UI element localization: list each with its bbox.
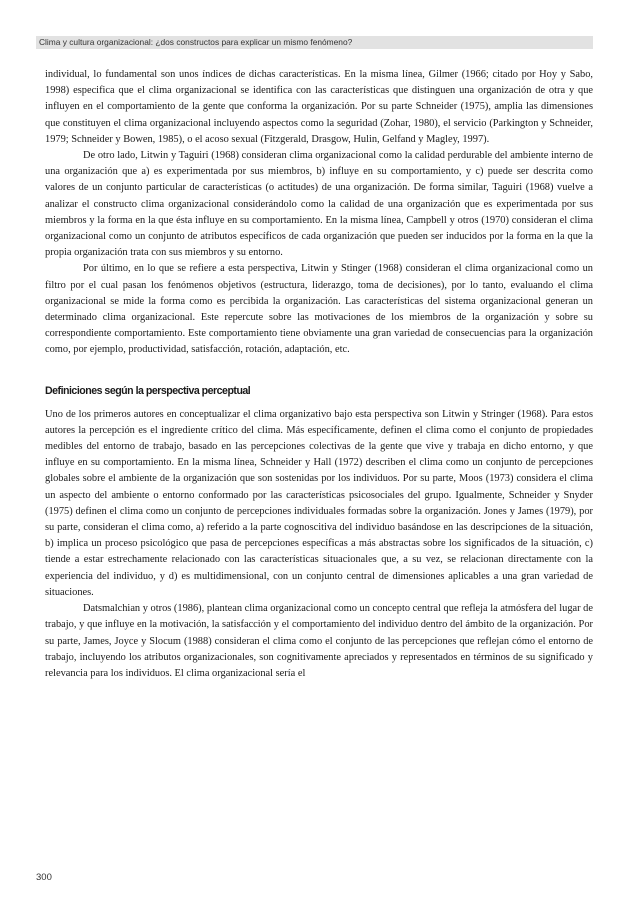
article-body bbox=[45, 67, 593, 682]
body-paragraph: Datsmalchian y otros (1986), plantean clima organizacional como un concepto central que refleja la atmósfera del lugar de trabajo, y que influye en la motivación, la satisfacción y el comportamiento del individuo dentro del ámbito de la organización. Por su parte, James, Joyce y Slocum (1988) consideran el clima como el conjunto de las percepciones que reflejan cómo el entorno de trabajo, incluyendo los atributos organizacionales, son cognitivamente apreciados y representados en términos de su significado y relevancia para los individuos. El clima organizacional sería el bbox=[45, 603, 593, 679]
section-heading: Definiciones según la perspectiva perceptual bbox=[45, 384, 251, 397]
body-paragraph: Por último, en lo que se refiere a esta perspectiva, Litwin y Stinger (1968) consideran el clima organizacional como un filtro por el cual pasan los fenómenos objetivos (estructura, liderazgo, toma de decisiones), por lo tanto, evaluando el clima organizacional se mide la forma como es percibida la organización. Las características del sistema organizacional generan un determinado clima organizacional. Este repercute sobre las motivaciones de los miembros de la organización y sobre su correspondiente comportamiento. Este comportamiento tiene obviamente una gran variedad de consecuencias para la organización como, por ejemplo, productividad, satisfacción, rotación, adaptación, etc. bbox=[45, 263, 593, 356]
page-number: 300 bbox=[36, 872, 52, 883]
running-header: Clima y cultura organizacional: ¿dos constructos para explicar un mismo fenómeno? bbox=[36, 36, 593, 49]
body-paragraph: Uno de los primeros autores en conceptualizar el clima organizativo bajo esta perspectiva son Litwin y Stringer (1968). Para estos autores la percepción es el ingrediente crítico del clima. Más específicamente, definen el clima como el conjunto de propiedades medibles del entorno de trabajo, basado en las percepciones colectivas de la gente que vive y trabaja en dicho entorno, y que influye en su comportamiento. En la misma línea, Schneider y Hall (1972) describen el clima como un conjunto de percepciones globales sobre el ambiente de la organización que son sostenidas por los individuos. Por su parte, Moos (1973) considera el clima un aspecto del ambiente o entorno conformado por las características psicosociales del grupo. Igualmente, Schneider y Snyder (1975) definen el clima como un conjunto de percepciones individuales formadas sobre la organización. Jones y James (1979), por su parte, consideran el clima como, a) referido a la parte cognoscitiva del individuo basándose en las descripciones de la situación, b) implica un proceso psicológico que pasa de percepciones específicas a más abstractas sobre los significados de la situación, c) tiende a estar estrechamente relacionado con las características situacionales que, a su vez, se relacionan directamente con la experiencia del individuo, y d) es multidimensional, con un conjunto central de dimensiones aplicables a una gran variedad de situaciones. bbox=[45, 408, 593, 598]
body-paragraph: individual, lo fundamental son unos índices de dichas características. En la misma línea, Gilmer (1966; citado por Hoy y Sabo, 1998) especifica que el clima organizacional se identifica con las características que distinguen una organización de otra y que influyen en el comportamiento de la gente que conforma la organización. Por su parte Schneider (1975), amplia las dimensiones que constituyen el clima organizacional incluyendo aspectos como la seguridad (Zohar, 1980), el servicio (Parkington y Schneider, 1979; Schneider y Bowen, 1985), o el acoso sexual (Fitzgerald, Drasgow, Hulin, Gelfand y Magley, 1997). bbox=[45, 69, 593, 145]
body-paragraph: De otro lado, Litwin y Taguiri (1968) consideran clima organizacional como la calidad perdurable del ambiente interno de una organización que a) es experimentada por sus miembros, b) influye en su comportamiento, y c) puede ser descrita como valores de un conjunto particular de características (o actitudes) de una organización. De forma similar, Taguiri (1968) vuelve a analizar el constructo clima organizacional considerándolo como la calidad de una organización que es experimentada por sus miembros y la forma en la que ésta influye en su comportamiento. En la misma línea, Campbell y otros (1970) consideran el clima organizacional como un conjunto de atributos específicos de cada organización que pueden ser inducidos por la forma en la que la propia organización trata con sus miembros y su entorno. bbox=[45, 150, 593, 259]
